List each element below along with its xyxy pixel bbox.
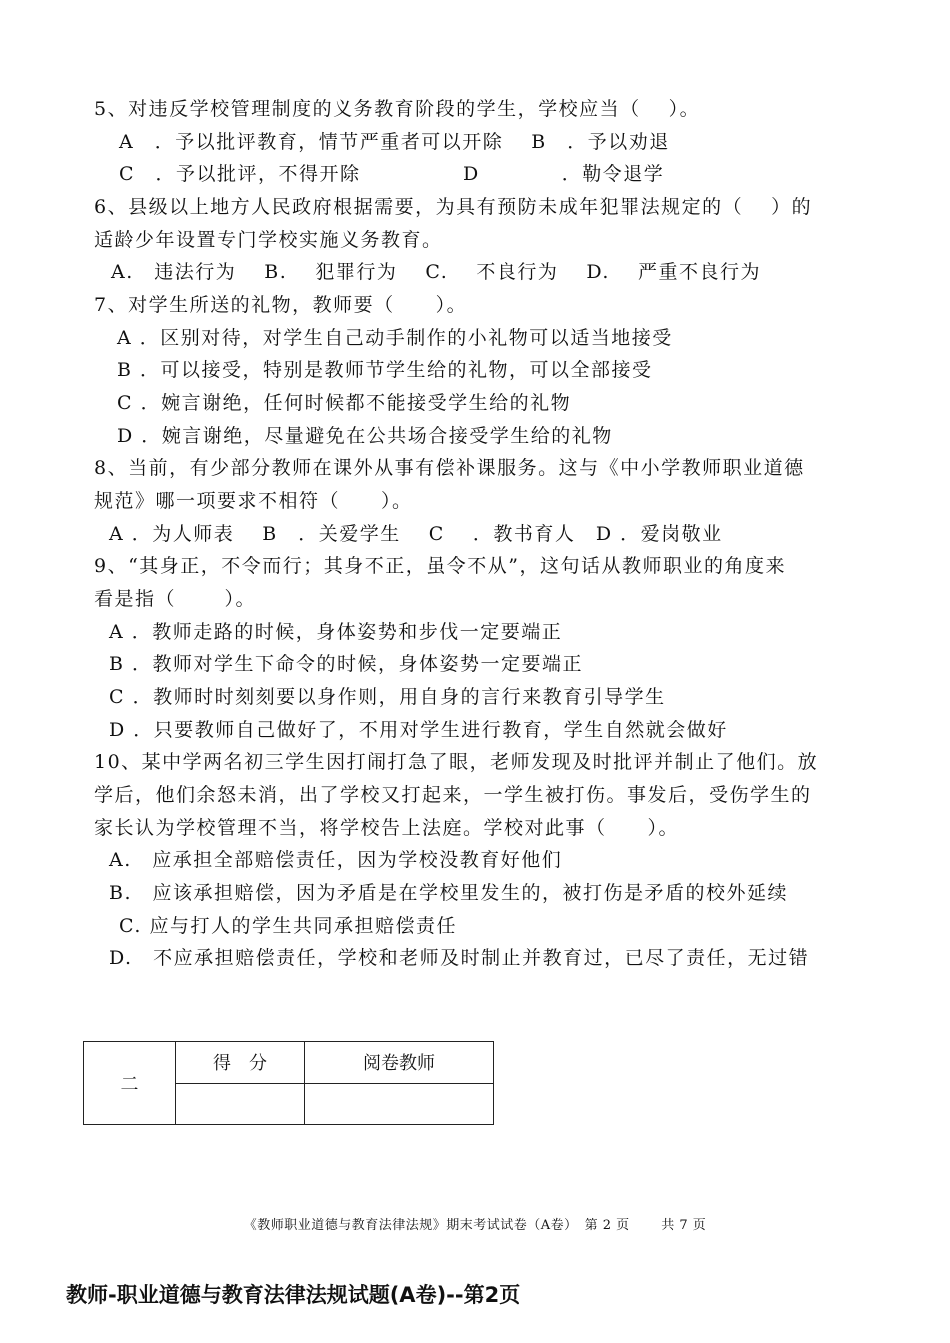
q7-option-c: C ．婉言谢绝，任何时候都不能接受学生给的礼物: [117, 392, 572, 414]
q7-option-a: A ．区别对待，对学生自己动手制作的小礼物可以适当地接受: [117, 327, 673, 349]
score-cell[interactable]: [176, 1083, 305, 1125]
grader-header: 阅卷教师: [305, 1042, 494, 1084]
grader-cell[interactable]: [305, 1083, 494, 1125]
q7-stem-line-1: 7、对学生所送的礼物，教师要（ ）。: [94, 294, 468, 316]
q8-stem-line-1: 8、当前，有少部分教师在课外从事有偿补课服务。这与《中小学教师职业道德: [94, 457, 805, 479]
q9-option-b: B ．教师对学生下命令的时候，身体姿势一定要端正: [109, 653, 584, 675]
q6-option-line-1: A. 违法行为 B. 犯罪行为 C. 不良行为 D. 严重不良行为: [111, 261, 761, 283]
q10-stem-line-3: 家长认为学校管理不当，将学校告上法庭。学校对此事（ ）。: [94, 817, 680, 839]
q9-option-d: D ．只要教师自己做好了，不用对学生进行教育，学生自然就会做好: [109, 719, 728, 741]
q5-stem-line-1: 5、对违反学校管理制度的义务教育阶段的学生，学校应当（ ）。: [94, 98, 701, 120]
q6-stem-line-2: 适龄少年设置专门学校实施义务教育。: [94, 229, 443, 251]
q7-option-d: D ．婉言谢绝，尽量避免在公共场合接受学生给的礼物: [117, 425, 613, 447]
q7-option-b: B ．可以接受，特别是教师节学生给的礼物，可以全部接受: [117, 359, 653, 381]
q10-option-d: D. 不应承担赔偿责任，学校和老师及时制止并教育过，已尽了责任，无过错: [109, 947, 810, 969]
q10-option-a: A. 应承担全部赔偿责任，因为学校没教育好他们: [109, 849, 563, 871]
section-number: 二: [84, 1042, 176, 1125]
score-header: 得 分: [176, 1042, 305, 1084]
q9-option-a: A ．教师走路的时候，身体姿势和步伐一定要端正: [109, 621, 563, 643]
page-caption: 教师-职业道德与教育法律法规试题(A卷)--第2页: [66, 1283, 521, 1307]
q5-option-line-1: A ．予以批评教育，情节严重者可以开除 B ．予以劝退: [119, 131, 670, 153]
q8-stem-line-2: 规范》哪一项要求不相符（ ）。: [94, 490, 413, 512]
q9-stem-line-2: 看是指（ ）。: [94, 588, 257, 610]
q10-option-b: B. 应该承担赔偿，因为矛盾是在学校里发生的，被打伤是矛盾的校外延续: [109, 882, 789, 904]
q9-stem-line-1: 9、“其身正，不令而行；其身不正，虽令不从”，这句话从教师职业的角度来: [94, 555, 787, 577]
q10-stem-line-1: 10、某中学两名初三学生因打闹打急了眼，老师发现及时批评并制止了他们。放: [94, 751, 819, 773]
q6-stem-line-1: 6、县级以上地方人民政府根据需要，为具有预防未成年犯罪法规定的（ ）的: [94, 196, 813, 218]
q5-option-line-2: C ．予以批评，不得开除 D ．勒令退学: [119, 163, 665, 185]
q9-option-c: C ．教师时时刻刻要以身作则，用自身的言行来教育引导学生: [109, 686, 666, 708]
page-footer: 《教师职业道德与教育法律法规》期末考试试卷（A卷） 第 2 页 共 7 页: [243, 1218, 707, 1233]
score-table: [83, 1041, 494, 1125]
q10-stem-line-2: 学后，他们余怒未消，出了学校又打起来，一学生被打伤。事发后，受伤学生的: [94, 784, 812, 806]
q10-option-c: C. 应与打人的学生共同承担赔偿责任: [119, 915, 457, 937]
q8-option-line-1: A ．为人师表 B ．关爱学生 C ．教书育人 D ．爱岗敬业: [109, 523, 723, 545]
